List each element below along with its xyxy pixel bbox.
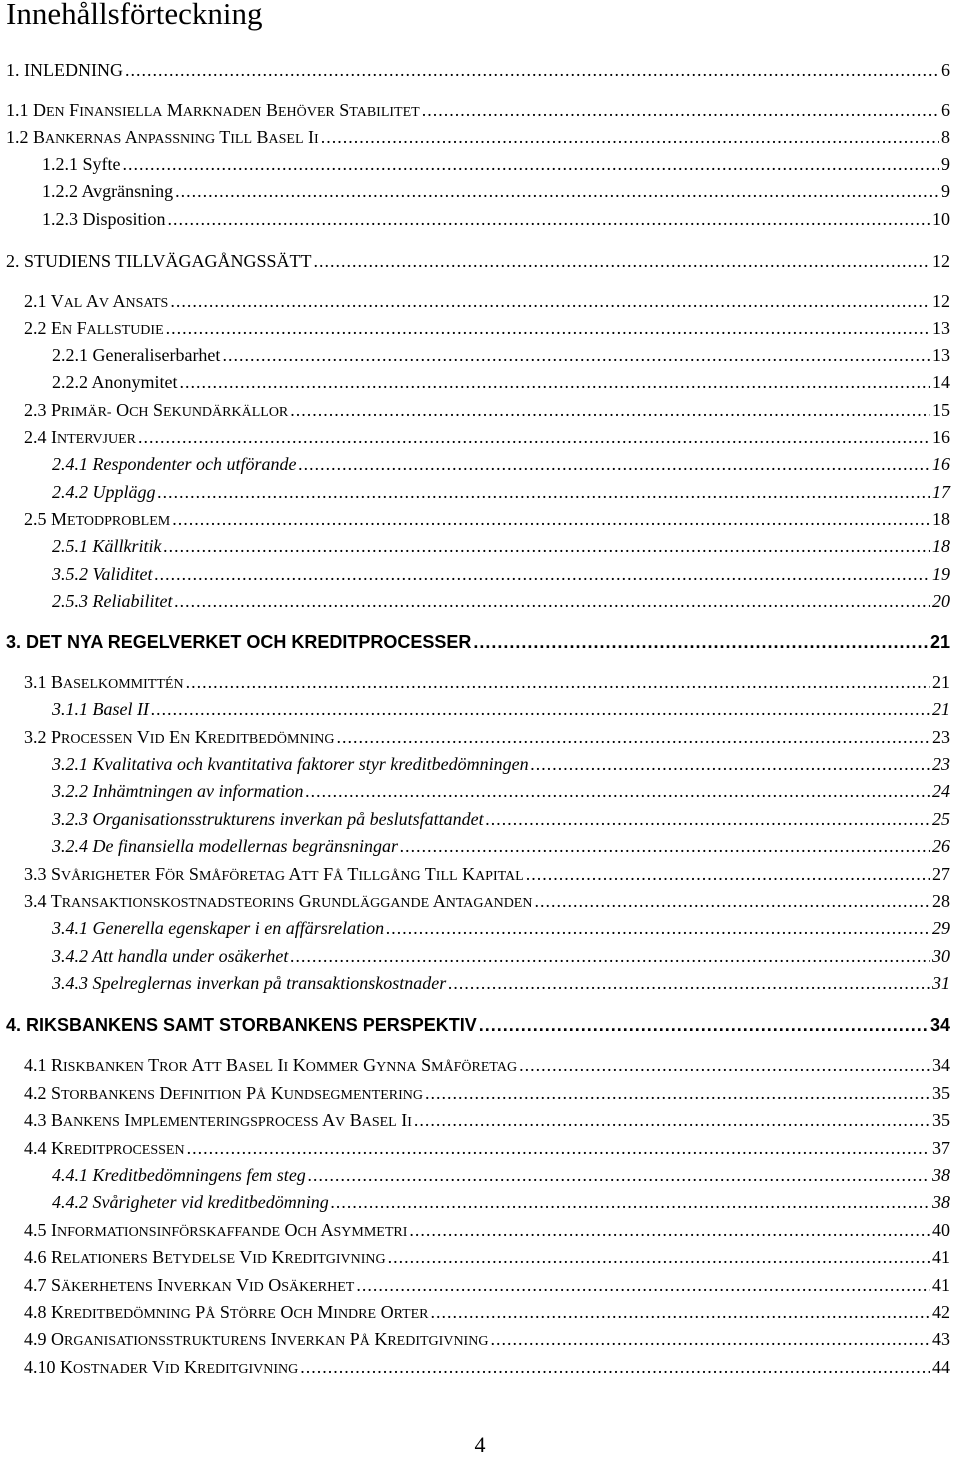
toc-entry-label: 2.5.1 Källkritik [52,536,162,556]
toc-entry[interactable] [24,1055,950,1083]
toc-entry-label: 2.2.1 Generaliserbarhet [52,345,221,365]
toc-entry[interactable] [52,345,950,373]
toc-entry-label: 3.2.4 De finansiella modellernas begränsningar [52,836,398,856]
toc-entry-label: 3.2.1 Kvalitativa och kvantitativa faktorer styr kreditbedömningen [52,754,529,774]
toc-entry-label: 3.4.1 Generella egenskaper i en affärsrelation [52,918,385,938]
toc-entry-page: 20 [932,591,950,611]
toc-leader-dots [300,1357,930,1378]
toc-entry-label: 2.4 INTERVJUER [24,427,136,447]
toc-leader-dots [473,632,928,653]
toc-leader-dots [123,154,940,175]
toc-entry[interactable] [52,946,950,974]
toc-entry-page: 35 [932,1083,950,1103]
toc-entry[interactable] [52,809,950,837]
toc-leader-dots [155,564,931,585]
toc-leader-dots [174,591,930,612]
toc-entry[interactable] [24,1110,950,1138]
toc-leader-dots [125,60,939,81]
toc-entry-page: 16 [932,427,950,447]
toc-entry-page: 37 [932,1138,950,1158]
toc-leader-dots [331,1192,930,1213]
page-title: Innehållsförteckning [6,0,263,31]
toc-leader-dots [158,482,931,503]
toc-leader-dots [164,536,931,557]
toc-entry[interactable] [24,1329,950,1357]
toc-entry-label: 3.4.3 Spelreglernas inverkan på transaktionskostnader [52,973,447,993]
toc-entry[interactable] [24,400,950,428]
toc-entry-label: 4.2 STORBANKENS DEFINITION PÅ KUNDSEGMENTERING [24,1083,423,1103]
toc-leader-dots [180,372,931,393]
toc-leader-dots [519,1055,930,1076]
toc-entry-label: 3.3 SVÅRIGHETER FÖR SMÅFÖRETAG ATT FÅ TILLGÅNG TILL KAPITAL [24,864,524,884]
toc-entry-label: 2.4.1 Respondenter och utförande [52,454,297,474]
toc-entry-page: 42 [932,1302,950,1322]
toc-entry-page: 23 [932,727,950,747]
toc-entry-page: 10 [932,209,950,229]
toc-entry-page: 18 [932,536,950,556]
toc-entry-label: 2.2.2 Anonymitet [52,372,178,392]
toc-leader-dots [290,946,930,967]
toc-entry-page: 12 [932,251,950,271]
toc-entry-label: 2.2 EN FALLSTUDIE [24,318,164,338]
toc-leader-dots [298,454,930,475]
toc-leader-dots [388,1247,930,1268]
toc-entry-page: 14 [932,372,950,392]
toc-leader-dots [414,1110,930,1131]
toc-entry[interactable] [24,727,950,755]
toc-leader-dots [290,400,930,421]
toc-leader-dots [186,672,930,693]
toc-leader-dots [166,318,930,339]
toc-leader-dots [534,891,930,912]
toc-entry-label: 3.2.2 Inhämtningen av information [52,781,304,801]
toc-entry[interactable] [52,918,950,946]
toc-entry-page: 25 [932,809,950,829]
toc-entry-label: 3.1.1 Basel II [52,699,149,719]
toc-entry-label: 4.1 RISKBANKEN TROR ATT BASEL II KOMMER GYNNA SMÅFÖRETAG [24,1055,518,1075]
toc-leader-dots [486,809,930,830]
toc-leader-dots [305,781,930,802]
toc-entry[interactable] [24,1138,950,1166]
toc-entry[interactable] [42,181,950,209]
toc-entry-label: 4.3 BANKENS IMPLEMENTERINGSPROCESS AV BASEL II [24,1110,412,1130]
toc-entry-page: 44 [932,1357,950,1377]
toc-entry-label: 4.7 SÄKERHETENS INVERKAN VID OSÄKERHET [24,1275,355,1295]
toc-leader-dots [356,1275,930,1296]
toc-entry-label: 3.4.2 Att handla under osäkerhet [52,946,289,966]
toc-entry-label: 2.4.2 Upplägg [52,482,156,502]
toc-entry[interactable] [24,1275,950,1303]
toc-entry[interactable] [52,1192,950,1220]
toc-entry-label: 2.3 PRIMÄR- OCH SEKUNDÄRKÄLLOR [24,400,289,420]
toc-leader-dots [151,699,930,720]
toc-entry[interactable] [6,632,950,660]
toc-entry[interactable] [24,427,950,455]
toc-entry[interactable] [24,1357,950,1385]
toc-entry-label: 1.2.1 Syfte [42,154,121,174]
toc-entry-page: 27 [932,864,950,884]
toc-entry-page: 23 [932,754,950,774]
toc-leader-dots [531,754,930,775]
toc-leader-dots [409,1220,930,1241]
toc-entry-label: 2.1 VAL AV ANSATS [24,291,169,311]
toc-entry-page: 12 [932,291,950,311]
toc-leader-dots [314,251,930,272]
toc-entry[interactable] [52,781,950,809]
toc-leader-dots [431,1302,930,1323]
toc-entry[interactable] [6,1015,950,1043]
toc-entry-page: 21 [932,699,950,719]
toc-entry[interactable] [24,318,950,346]
toc-entry-page: 16 [932,454,950,474]
toc-entry[interactable] [24,509,950,537]
toc-entry[interactable] [6,251,950,279]
toc-entry-label: 3.5.2 Validitet [52,564,153,584]
toc-entry[interactable] [24,1220,950,1248]
toc-entry-page: 34 [932,1055,950,1075]
toc-entry[interactable] [6,100,950,128]
toc-entry-label: 1.2.3 Disposition [42,209,166,229]
toc-entry[interactable] [6,127,950,155]
toc-entry-page: 31 [932,973,950,993]
toc-entry[interactable] [52,699,950,727]
toc-entry-page: 17 [932,482,950,502]
toc-entry[interactable] [52,591,950,619]
toc-entry-label: 1.2.2 Avgränsning [42,181,174,201]
toc-entry-label: 2. STUDIENS TILLVÄGAGÅNGSSÄTT [6,251,312,271]
toc-entry[interactable] [52,836,950,864]
toc-leader-dots [168,209,930,230]
toc-entry-page: 35 [932,1110,950,1130]
toc-entry-label: 1. INLEDNING [6,60,123,80]
toc-entry[interactable] [52,372,950,400]
toc-entry-page: 34 [929,1015,950,1035]
toc-leader-dots [479,1015,928,1036]
toc-entry-page: 13 [932,318,950,338]
toc-entry-page: 40 [932,1220,950,1240]
toc-entry[interactable] [6,60,950,88]
toc-entry[interactable] [24,864,950,892]
toc-entry-page: 9 [941,181,950,201]
toc-leader-dots [336,727,930,748]
toc-entry-page: 28 [932,891,950,911]
toc-entry-page: 43 [932,1329,950,1349]
toc-leader-dots [187,1138,930,1159]
toc-entry[interactable] [24,1247,950,1275]
toc-entry[interactable] [52,754,950,782]
toc-entry-label: 3.4 TRANSAKTIONSKOSTNADSTEORINS GRUNDLÄGGANDE ANTAGANDEN [24,891,533,911]
toc-leader-dots [422,100,939,121]
toc-entry-page: 38 [932,1192,950,1212]
toc-entry[interactable] [52,536,950,564]
toc-leader-dots [448,973,930,994]
toc-leader-dots [386,918,930,939]
toc-entry-label: 4. RIKSBANKENS SAMT STORBANKENS PERSPEKTIV [6,1015,477,1035]
toc-entry-page: 8 [941,127,950,147]
toc-entry[interactable] [52,564,950,592]
toc-entry-label: 4.4.2 Svårigheter vid kreditbedömning [52,1192,329,1212]
toc-leader-dots [175,181,939,202]
toc-entry-label: 4.6 RELATIONERS BETYDELSE VID KREDITGIVNING [24,1247,386,1267]
toc-entry-page: 41 [932,1275,950,1295]
toc-entry-label: 4.9 ORGANISATIONSSTRUKTURENS INVERKAN PÅ KREDITGIVNING [24,1329,489,1349]
toc-entry-label: 1.1 DEN FINANSIELLA MARKNADEN BEHÖVER STABILITET [6,100,420,120]
toc-entry-label: 4.4.1 Kreditbedömningens fem steg [52,1165,306,1185]
toc-leader-dots [425,1083,930,1104]
toc-entry-label: 4.5 INFORMATIONSINFÖRSKAFFANDE OCH ASYMMETRI [24,1220,408,1240]
toc-leader-dots [490,1329,930,1350]
toc-leader-dots [172,509,930,530]
toc-entry-page: 26 [932,836,950,856]
toc-entry-label: 3.1 BASELKOMMITTÉN [24,672,184,692]
toc-leader-dots [138,427,930,448]
toc-entry-page: 30 [932,946,950,966]
toc-entry[interactable] [52,973,950,1001]
toc-entry-page: 29 [932,918,950,938]
toc-entry-page: 6 [941,100,950,120]
toc-entry[interactable] [52,1165,950,1193]
toc-entry-label: 4.4 KREDITPROCESSEN [24,1138,185,1158]
toc-leader-dots [400,836,930,857]
toc-entry-label: 3.2 PROCESSEN VID EN KREDITBEDÖMNING [24,727,335,747]
toc-entry-page: 6 [941,60,950,80]
toc-entry-label: 3.2.3 Organisationsstrukturens inverkan på beslutsfattandet [52,809,484,829]
toc-entry-page: 13 [932,345,950,365]
toc-leader-dots [308,1165,930,1186]
toc-entry[interactable] [24,672,950,700]
toc-leader-dots [170,291,930,312]
toc-entry-page: 9 [941,154,950,174]
toc-entry-page: 21 [932,672,950,692]
toc-leader-dots [222,345,930,366]
toc-entry-label: 2.5.3 Reliabilitet [52,591,173,611]
toc-entry[interactable] [42,154,950,182]
toc-entry-label: 4.8 KREDITBEDÖMNING PÅ STÖRRE OCH MINDRE ORTER [24,1302,429,1322]
toc-entry-label: 2.5 METODPROBLEM [24,509,171,529]
toc-leader-dots [526,864,930,885]
toc-entry[interactable] [24,291,950,319]
toc-entry-label: 1.2 BANKERNAS ANPASSNING TILL BASEL II [6,127,319,147]
toc-entry-page: 18 [932,509,950,529]
toc-entry[interactable] [52,454,950,482]
toc-entry[interactable] [42,209,950,237]
toc-entry[interactable] [24,1302,950,1330]
toc-entry-label: 3. DET NYA REGELVERKET OCH KREDITPROCESSER [6,632,472,652]
toc-entry-page: 21 [929,632,950,652]
toc-entry-page: 41 [932,1247,950,1267]
toc-entry-page: 24 [932,781,950,801]
toc-entry[interactable] [52,482,950,510]
toc-entry-page: 15 [932,400,950,420]
toc-entry[interactable] [24,891,950,919]
toc-entry-label: 4.10 KOSTNADER VID KREDITGIVNING [24,1357,299,1377]
toc-leader-dots [321,127,939,148]
toc-entry[interactable] [24,1083,950,1111]
toc-entry-page: 38 [932,1165,950,1185]
page-number: 4 [474,1432,486,1457]
toc-entry-page: 19 [932,564,950,584]
